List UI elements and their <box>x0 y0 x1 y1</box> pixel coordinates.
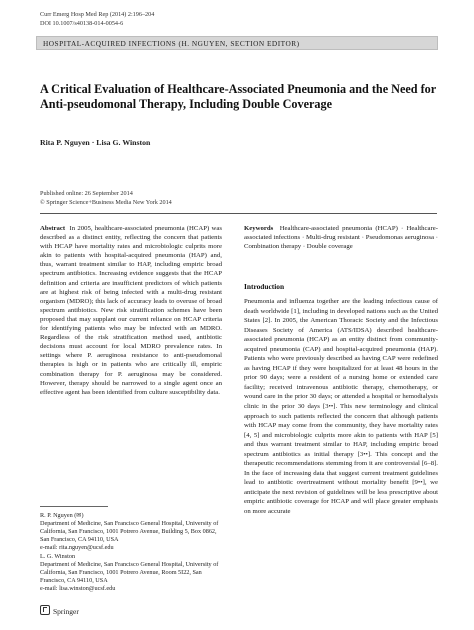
publisher-logo <box>40 605 79 616</box>
publisher-name: Springer <box>53 607 79 616</box>
journal-doi[interactable]: DOI 10.1007/s40138-014-0054-6 <box>40 19 124 27</box>
abstract-label: Abstract <box>40 225 66 232</box>
keywords <box>244 224 438 251</box>
section-banner <box>36 36 438 50</box>
affiliation-email[interactable]: e-mail: lisa.winston@ucsf.edu <box>40 585 116 593</box>
affiliation-name: R. P. Nguyen (✉) <box>40 512 84 519</box>
journal-citation: Curr Emerg Hosp Med Rep (2014) 2:196–204 <box>40 11 155 18</box>
abstract-text: In 2005, healthcare-associated pneumonia (HCAP) was described as a distinct entity, reflecting the concern that patients with HCAP have mortality rates and microbiologic culprits more akin to patients with hospital-acquired pneumonia (HAP) and, thus, warrant treatment similar to HAP, including empiric broad spectrum antibiotics. Increasing evidence suggests that the HCAP definition and criteria are insufficient predictors of which patients are at highest risk of being infected with a multi-drug resistant organism (MDRO); this lack of accuracy leads to overuse of broad spectrum antibiotics. New risk stratification schemes have been proposed that may supplant our current reliance on HCAP criteria for identifying patients who may be infected with an MDRO. Regardless of the risk stratification method used, antibiotic decisions must account for local MDRO prevalence rates. In settings where P. aeruginosa resistance to anti-pseudomonal therapies is high or in patients who are critically ill, empiric combination therapy for P. aeruginosa may be considered. However, therapy should be narrowed to a single agent once an effective agent has been identified from culture susceptibility data. <box>40 225 222 396</box>
introduction-heading: Introduction <box>244 282 285 291</box>
springer-horse-icon <box>40 605 50 615</box>
footnote-divider <box>40 506 108 507</box>
section-banner-text: HOSPITAL-ACQUIRED INFECTIONS (H. NGUYEN, SECTION EDITOR) <box>43 39 300 48</box>
copyright-line: © Springer Science+Business Media New York 2014 <box>40 198 172 206</box>
published-date: Published online: 26 September 2014 <box>40 190 133 197</box>
divider <box>40 213 437 214</box>
affiliation-dept: Department of Medicine, San Francisco General Hospital, University of California, San Francisco, 1001 Potrero Avenue, Building 5, Box 0862, San Francisco, CA 94110, USA <box>40 520 219 544</box>
affiliation-2 <box>40 553 222 593</box>
journal-header <box>40 11 154 28</box>
publication-info <box>40 190 172 207</box>
affiliation-name: L. G. Winston <box>40 553 76 560</box>
affiliation-email[interactable]: e-mail: rita.nguyen@ucsf.edu <box>40 544 114 552</box>
introduction-text: Pneumonia and influenza together are the leading infectious cause of death worldwide [1], including in developed nations such as the United States [2]. In 2005, the American Thoracic Society and the Infectious Diseases Society of America (ATS/IDSA) described healthcare-associated pneumonia (HCAP) as an entity distinct from community-acquired pneumonia (CAP) and hospital-acquired pneumonia (HAP). Patients who were previously described as having CAP were redefined as having HCAP if they were hospitalized for at least 48 hours in the prior 90 days; were a resident of a nursing home or extended care facility; received intravenous antibiotic therapy, chemotherapy, or wound care in the prior 30 days; or attended a hospital or hemodialysis clinic in the prior 30 days [3••]. This new terminology and clinical approach to such patients reflected the concern that although patients with HCAP may come from the community, they have mortality rates [4, 5] and microbiologic culprits more akin to patients with HAP [5] and thus warrant treatment similar to HAP, including empiric broad spectrum antibiotics as initial therapy [3••]. This concept and the therapeutic recommendations stemming from it are controversial [6–8]. In the face of increasing data that suggest current treatment guidelines lead to antibiotic overtreatment without mortality benefit [9••], we anticipate the next revision of guidelines will be less prescriptive about empiric antibiotic coverage for HCAP and will place greater emphasis on more accurate <box>244 298 438 516</box>
keywords-label: Keywords <box>244 225 274 232</box>
author-list: Rita P. Nguyen · Lisa G. Winston <box>40 138 151 147</box>
abstract <box>40 224 222 397</box>
affiliation-dept: Department of Medicine, San Francisco General Hospital, University of California, San Francisco, 1001 Potrero Avenue, Room 5I22, San Francisco, CA 94110, USA <box>40 561 219 585</box>
keywords-text: Healthcare-associated pneumonia (HCAP) · Healthcare-associated infections · Multi-drug resistant · Pseudomonas aeruginosa · Combination therapy · Double coverage <box>244 225 438 251</box>
article-title: A Critical Evaluation of Healthcare-Associated Pneumonia and the Need for Anti-pseudomonal Therapy, Including Double Coverage <box>40 82 436 111</box>
affiliation-1 <box>40 512 222 552</box>
